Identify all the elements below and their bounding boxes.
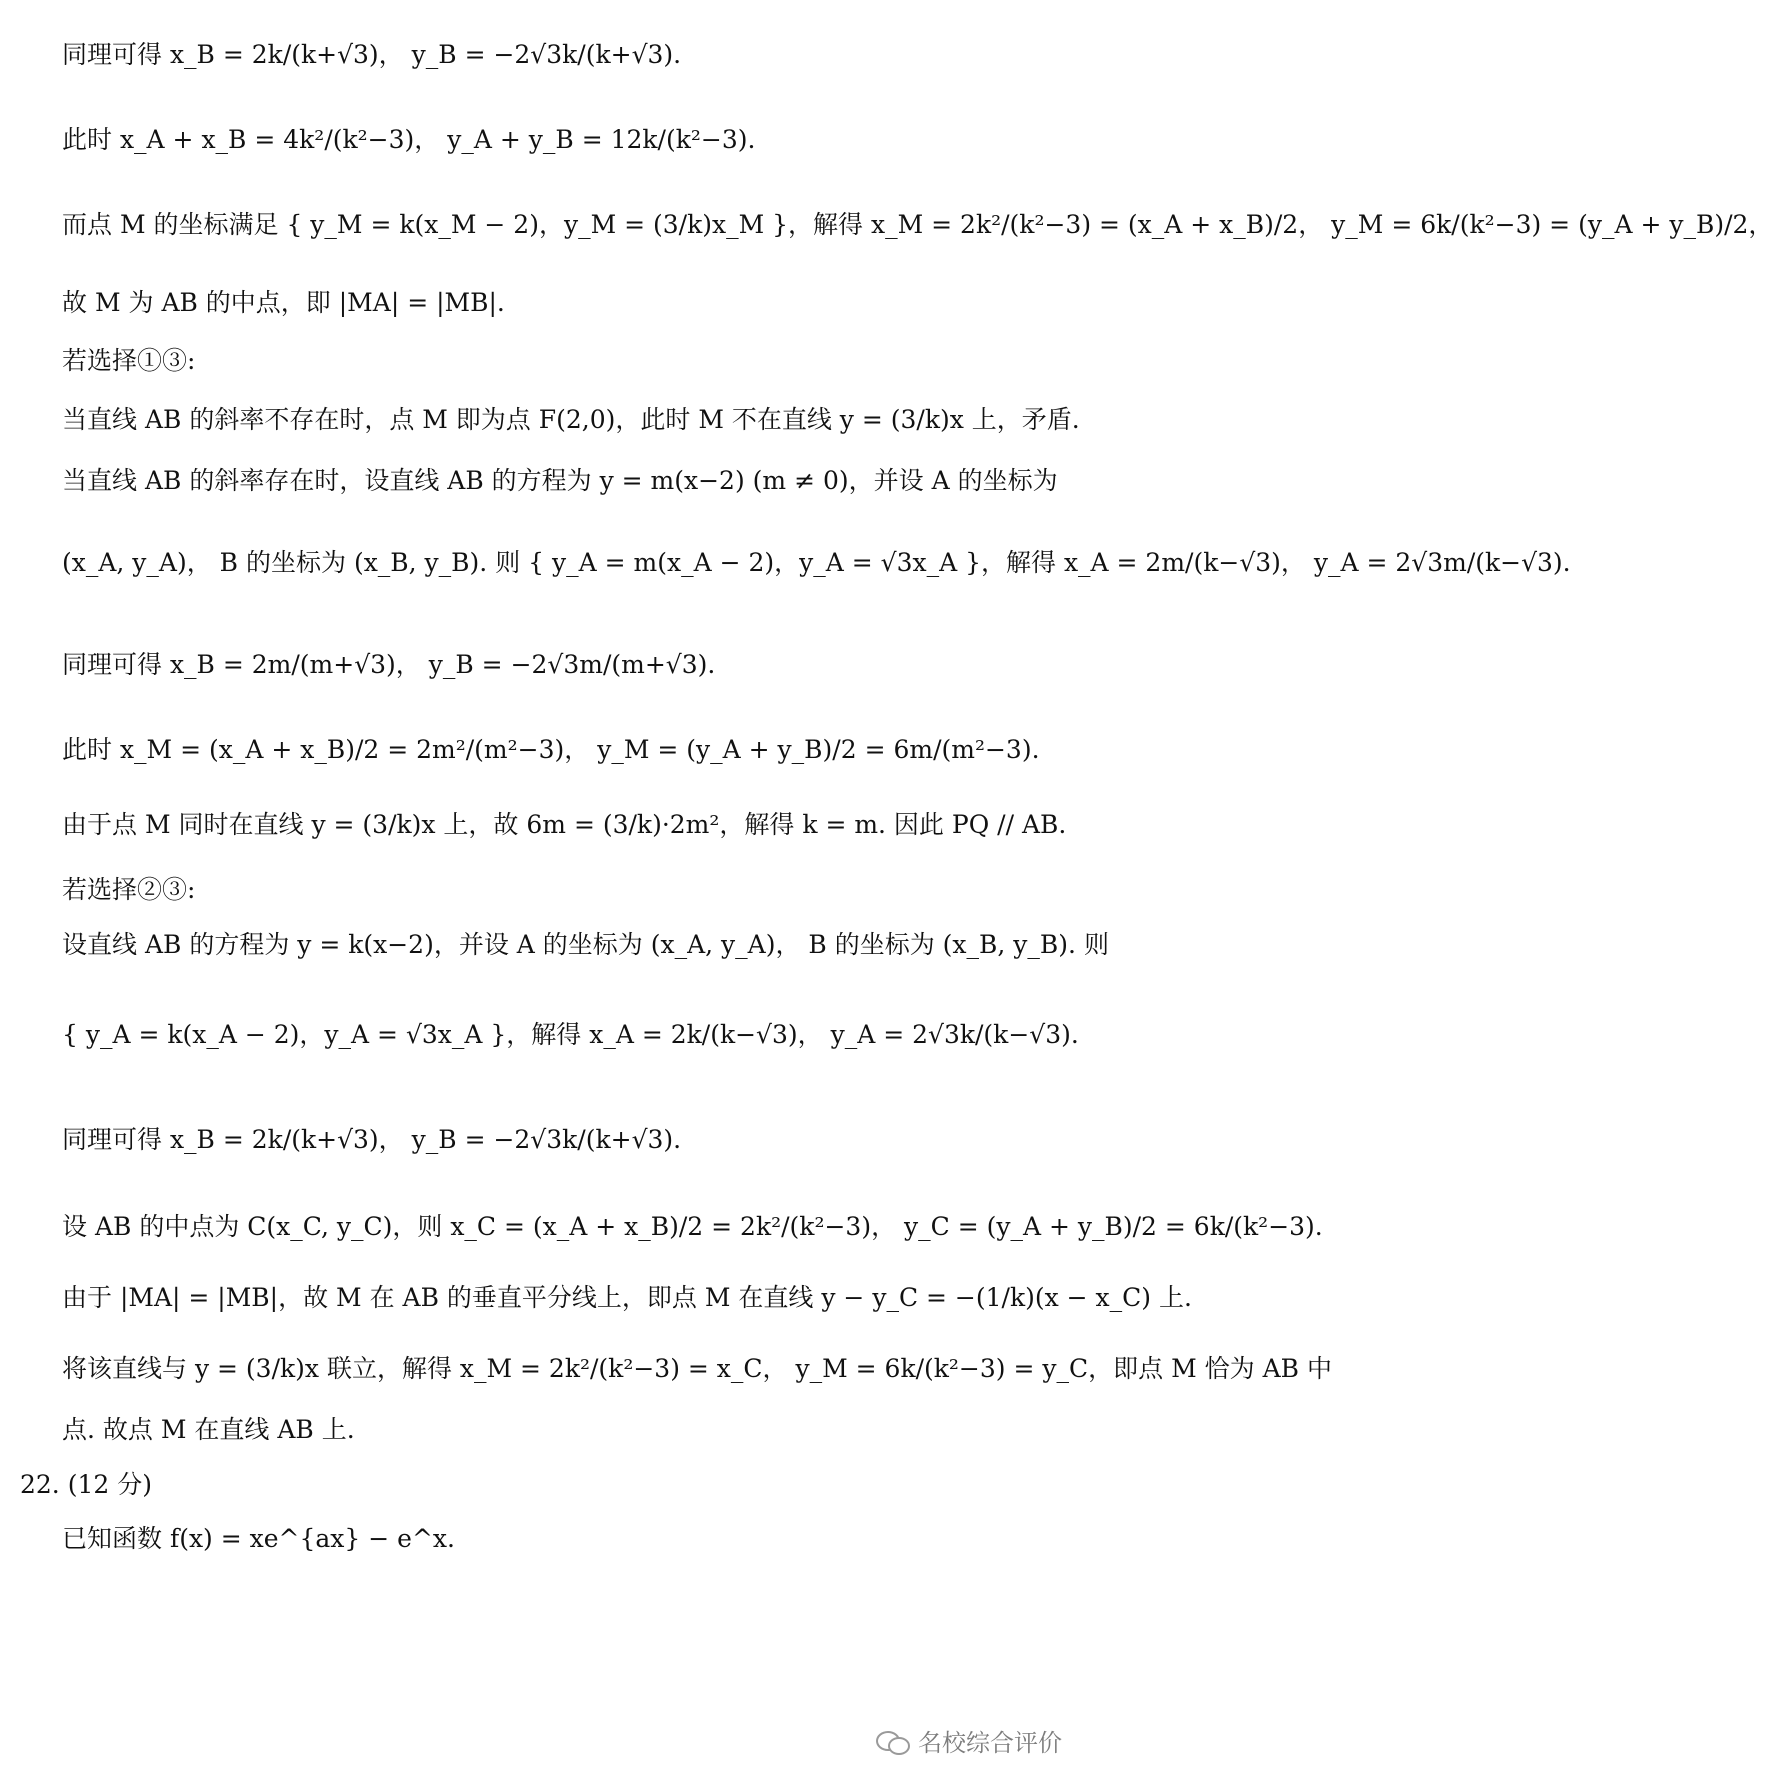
wechat-icon	[876, 1729, 910, 1753]
line-5: 若选择①③:	[62, 346, 196, 375]
line-9: 同理可得 x_B = 2m/(m+√3)， y_B = −2√3m/(m+√3).	[62, 650, 716, 679]
line-14: { y_A = k(x_A − 2)，y_A = √3x_A }，解得 x_A = 2k/(k−√3)， y_A = 2√3k/(k−√3).	[62, 1020, 1079, 1049]
line-7: 当直线 AB 的斜率存在时，设直线 AB 的方程为 y = m(x−2) (m ≠ 0)，并设 A 的坐标为	[62, 466, 1058, 495]
line-4: 故 M 为 AB 的中点，即 |MA| = |MB|.	[62, 288, 505, 317]
line-6: 当直线 AB 的斜率不存在时，点 M 即为点 F(2,0)，此时 M 不在直线 y = (3/k)x 上，矛盾.	[62, 405, 1080, 434]
line-8: (x_A, y_A)， B 的坐标为 (x_B, y_B). 则 { y_A = m(x_A − 2)，y_A = √3x_A }，解得 x_A = 2m/(k−√3)， y_A = 2√3m/(k−√3).	[62, 548, 1571, 577]
line-18: 将该直线与 y = (3/k)x 联立，解得 x_M = 2k²/(k²−3) = x_C， y_M = 6k/(k²−3) = y_C，即点 M 恰为 AB 中	[62, 1354, 1332, 1383]
line-15: 同理可得 x_B = 2k/(k+√3)， y_B = −2√3k/(k+√3).	[62, 1125, 682, 1154]
line-1: 同理可得 x_B = 2k/(k+√3)， y_B = −2√3k/(k+√3).	[62, 40, 682, 69]
question-22-heading: 22. (12 分)	[20, 1470, 152, 1499]
watermark	[876, 1723, 1062, 1758]
line-11: 由于点 M 同时在直线 y = (3/k)x 上，故 6m = (3/k)·2m²，解得 k = m. 因此 PQ // AB.	[62, 810, 1067, 839]
line-16: 设 AB 的中点为 C(x_C, y_C)，则 x_C = (x_A + x_B)/2 = 2k²/(k²−3)， y_C = (y_A + y_B)/2 = 6k/(k²−3).	[62, 1212, 1323, 1241]
line-12: 若选择②③:	[62, 875, 196, 904]
line-17: 由于 |MA| = |MB|，故 M 在 AB 的垂直平分线上，即点 M 在直线 y − y_C = −(1/k)(x − x_C) 上.	[62, 1283, 1192, 1312]
line-13: 设直线 AB 的方程为 y = k(x−2)，并设 A 的坐标为 (x_A, y_A)， B 的坐标为 (x_B, y_B). 则	[62, 930, 1109, 959]
watermark-text: 名校综合评价	[918, 1729, 1062, 1757]
line-3: 而点 M 的坐标满足 { y_M = k(x_M − 2)，y_M = (3/k)x_M }，解得 x_M = 2k²/(k²−3) = (x_A + x_B)/2， y_M = 6k/(k²−3) = (y_A + y_B)/2，	[62, 210, 1773, 239]
line-10: 此时 x_M = (x_A + x_B)/2 = 2m²/(m²−3)， y_M = (y_A + y_B)/2 = 6m/(m²−3).	[62, 735, 1040, 764]
line-2: 此时 x_A + x_B = 4k²/(k²−3)， y_A + y_B = 12k/(k²−3).	[62, 125, 756, 154]
line-19: 点. 故点 M 在直线 AB 上.	[62, 1415, 355, 1444]
line-21: 已知函数 f(x) = xe^{ax} − e^x.	[62, 1524, 455, 1553]
